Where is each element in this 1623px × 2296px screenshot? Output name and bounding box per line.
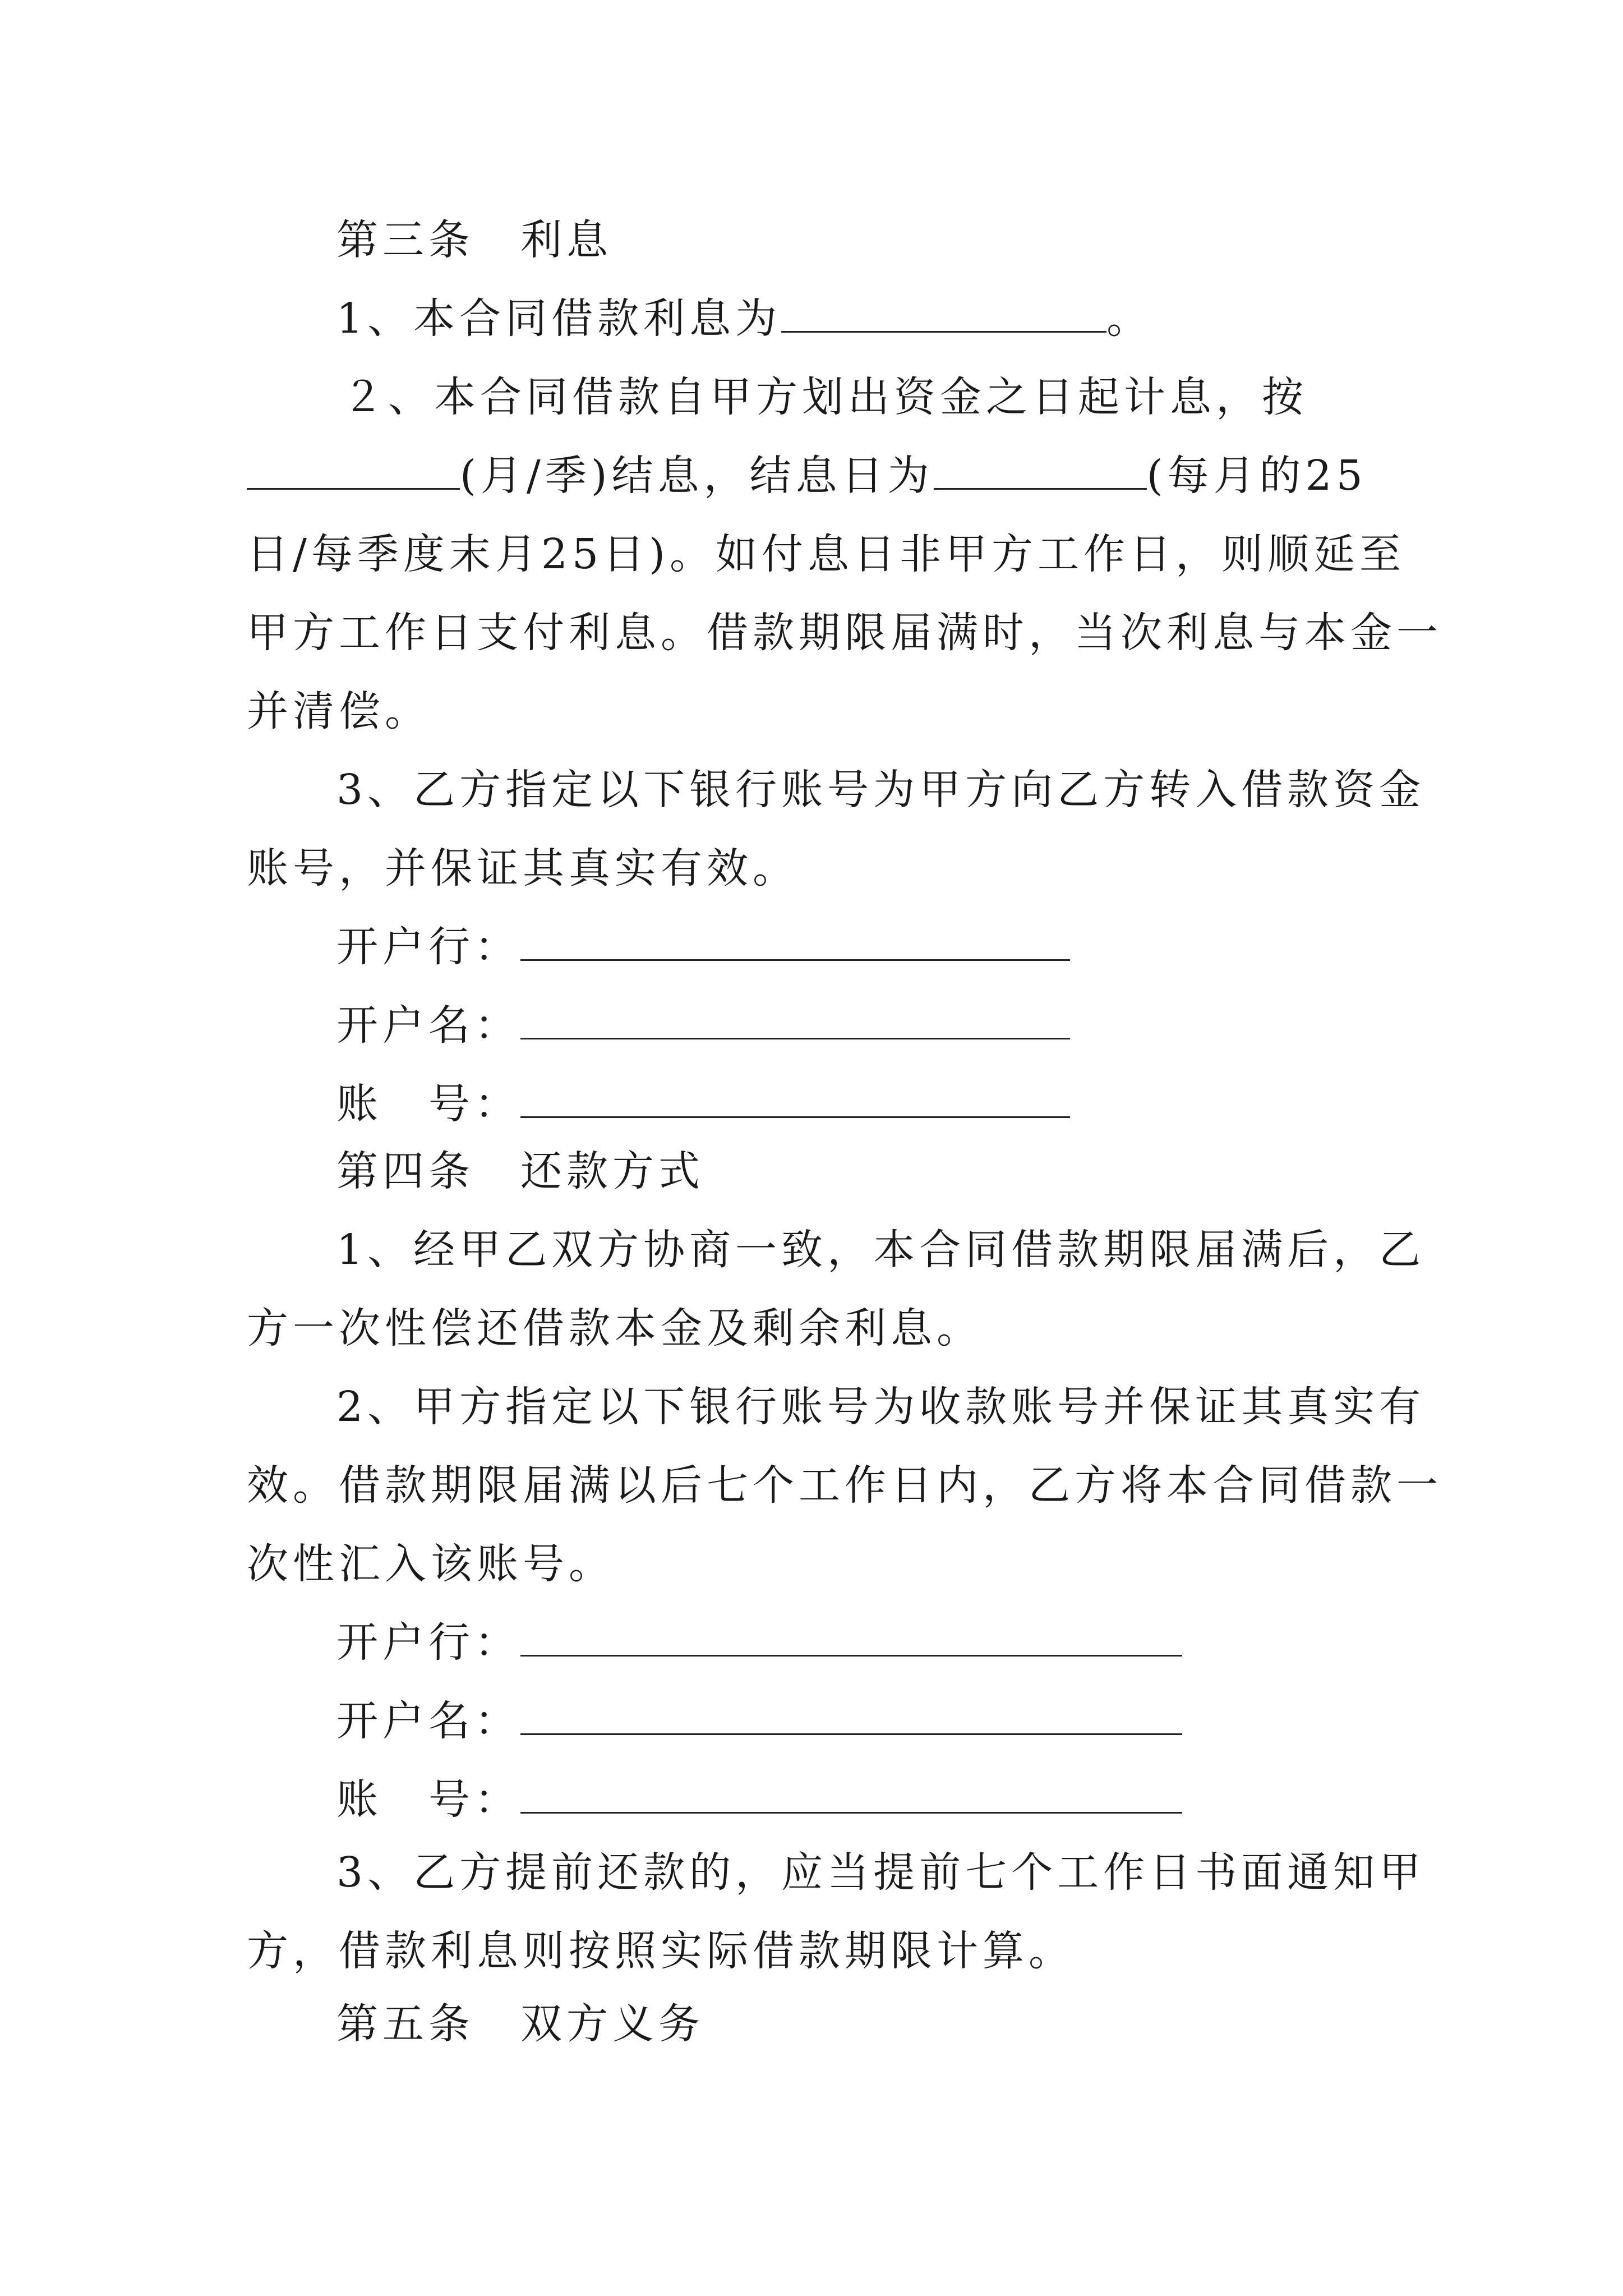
article4-item2-line2: 效。借款期限届满以后七个工作日内，乙方将本合同借款一 (247, 1461, 1442, 1510)
settlement-period-blank (247, 451, 460, 490)
article3-item1 (336, 292, 1152, 346)
article4-name-blank (520, 1696, 1182, 1735)
article4-item2-line1: 2、甲方指定以下银行账号为收款账号并保证其真实有 (336, 1383, 1426, 1431)
article4-account-row (336, 1773, 1182, 1826)
article4-item1-line2: 方一次性偿还借款本金及剩余利息。 (247, 1304, 983, 1352)
article3-name-row (336, 999, 1070, 1052)
article3-item2-line1: ２、本合同借款自甲方划出资金之日起计息，按 (342, 373, 1308, 421)
article3-item3-line2: 账号，并保证其真实有效。 (247, 844, 799, 892)
article4-name-row (336, 1694, 1182, 1748)
article4-bank-row (336, 1616, 1182, 1669)
article4-bank-blank (520, 1618, 1182, 1657)
article3-item1-text: 1、本合同借款利息为 (336, 295, 782, 343)
article3-item2-line2 (247, 449, 1367, 503)
article3-account-label: 账 号： (336, 1080, 520, 1128)
article3-name-label: 开户名： (336, 1001, 520, 1050)
article3-bank-label: 开户行： (336, 923, 520, 971)
article3-account-blank (520, 1079, 1070, 1118)
article3-item2-line3: 日/每季度末月25日)。如付息日非甲方工作日，则顺延至 (247, 530, 1405, 578)
article3-name-blank (520, 1001, 1070, 1039)
article3-account-row (336, 1077, 1070, 1131)
interest-rate-blank (781, 294, 1106, 333)
article4-account-blank (520, 1775, 1182, 1814)
article3-item2-line4: 甲方工作日支付利息。借款期限届满时，当次利息与本金一 (247, 609, 1442, 657)
article3-item2-line2-a: (月/季)结息，结息日为 (460, 452, 934, 500)
article3-item2-line5: 并清偿。 (247, 687, 431, 735)
article3-item1-end: 。 (1106, 295, 1153, 343)
settlement-date-blank (934, 451, 1147, 490)
article3-heading: 第三条 利息 (336, 216, 612, 264)
article3-item3-line1: 3、乙方指定以下银行账号为甲方向乙方转入借款资金 (336, 766, 1426, 814)
article4-item3-line2: 方，借款利息则按照实际借款期限计算。 (247, 1927, 1075, 1975)
article3-item2-line2-b: (每月的25 (1146, 452, 1367, 500)
article4-heading: 第四条 还款方式 (336, 1147, 704, 1195)
article4-bank-label: 开户行： (336, 1618, 520, 1667)
article4-name-label: 开户名： (336, 1697, 520, 1745)
article4-item1-line1: 1、经甲乙双方协商一致，本合同借款期限届满后，乙 (336, 1226, 1426, 1274)
article4-item2-line3: 次性汇入该账号。 (247, 1540, 615, 1588)
article3-bank-row (336, 920, 1070, 974)
article3-bank-blank (520, 922, 1070, 961)
article5-heading: 第五条 双方义务 (336, 2000, 704, 2048)
article4-account-label: 账 号： (336, 1775, 520, 1824)
article4-item3-line1: 3、乙方提前还款的，应当提前七个工作日书面通知甲 (336, 1848, 1426, 1897)
